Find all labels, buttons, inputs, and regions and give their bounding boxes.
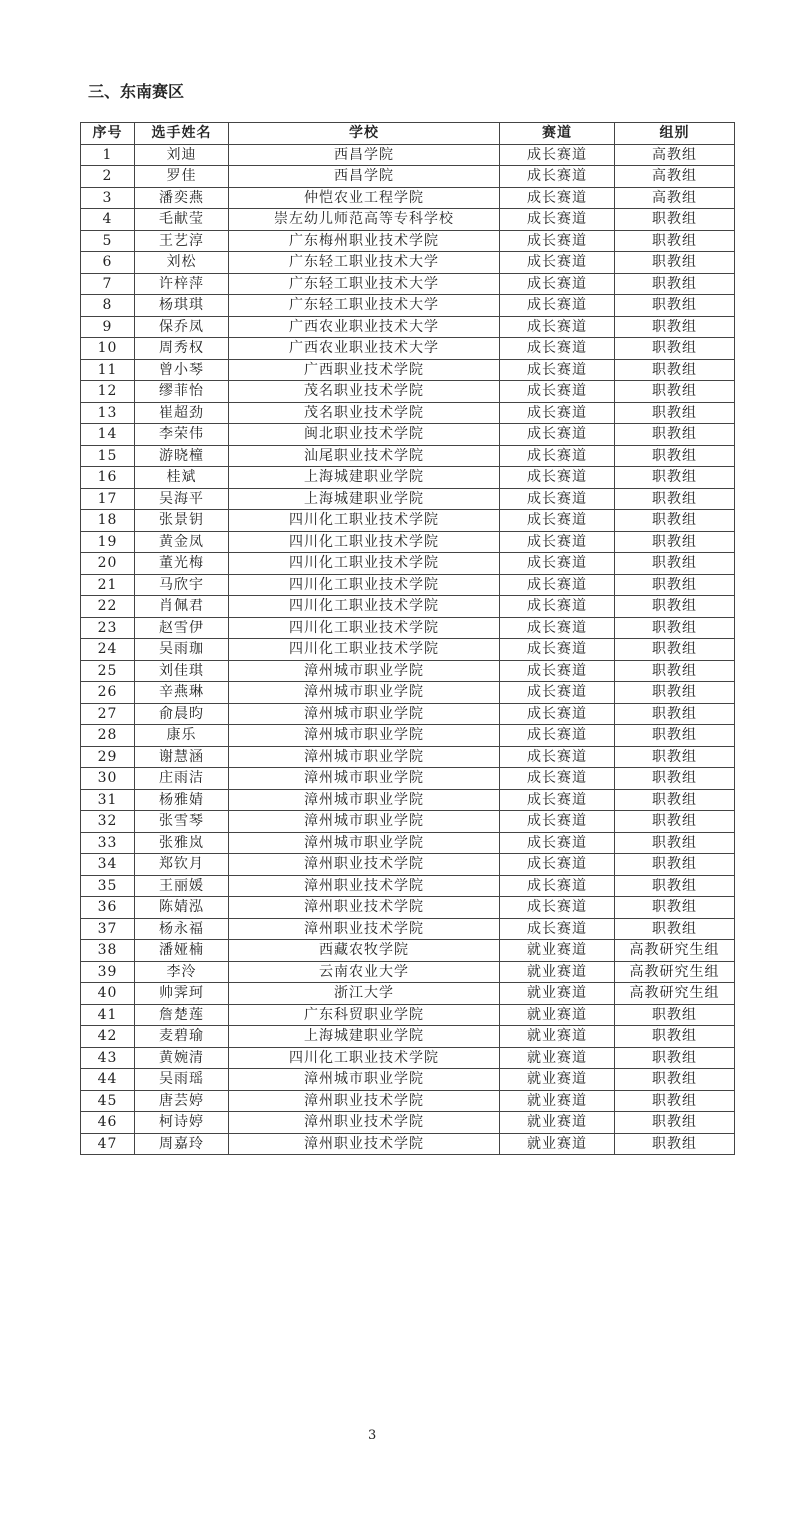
table-row [81, 596, 735, 618]
cell-track: 成长赛道 [500, 811, 615, 833]
cell-index: 14 [81, 424, 135, 446]
cell-school: 西昌学院 [229, 166, 500, 188]
cell-group: 职教组 [615, 488, 735, 510]
cell-school: 广东轻工职业技术大学 [229, 295, 500, 317]
cell-name: 罗佳 [135, 166, 229, 188]
table-row [81, 1112, 735, 1134]
cell-index: 3 [81, 187, 135, 209]
cell-school: 广东轻工职业技术大学 [229, 252, 500, 274]
cell-school: 闽北职业技术学院 [229, 424, 500, 446]
cell-school: 浙江大学 [229, 983, 500, 1005]
cell-track: 就业赛道 [500, 940, 615, 962]
cell-index: 5 [81, 230, 135, 252]
cell-name: 詹楚莲 [135, 1004, 229, 1026]
cell-index: 47 [81, 1133, 135, 1155]
cell-track: 成长赛道 [500, 746, 615, 768]
cell-name: 帅霁珂 [135, 983, 229, 1005]
cell-track: 成长赛道 [500, 660, 615, 682]
cell-index: 34 [81, 854, 135, 876]
cell-index: 7 [81, 273, 135, 295]
table-row [81, 359, 735, 381]
cell-group: 职教组 [615, 1090, 735, 1112]
cell-index: 9 [81, 316, 135, 338]
cell-index: 46 [81, 1112, 135, 1134]
cell-index: 37 [81, 918, 135, 940]
cell-track: 成长赛道 [500, 144, 615, 166]
table-row [81, 897, 735, 919]
cell-track: 成长赛道 [500, 252, 615, 274]
table-row [81, 918, 735, 940]
table-row [81, 746, 735, 768]
cell-group: 职教组 [615, 1112, 735, 1134]
cell-group: 职教组 [615, 854, 735, 876]
cell-group: 职教组 [615, 1069, 735, 1091]
cell-name: 李荣伟 [135, 424, 229, 446]
cell-name: 缪菲怡 [135, 381, 229, 403]
cell-track: 成长赛道 [500, 639, 615, 661]
cell-index: 26 [81, 682, 135, 704]
table-row [81, 209, 735, 231]
cell-name: 庄雨洁 [135, 768, 229, 790]
cell-group: 职教组 [615, 811, 735, 833]
cell-group: 职教组 [615, 1004, 735, 1026]
table-row [81, 381, 735, 403]
cell-name: 麦碧瑜 [135, 1026, 229, 1048]
table-header-row [81, 123, 735, 145]
table-row [81, 445, 735, 467]
cell-track: 成长赛道 [500, 316, 615, 338]
cell-school: 四川化工职业技术学院 [229, 510, 500, 532]
cell-group: 职教组 [615, 746, 735, 768]
cell-index: 42 [81, 1026, 135, 1048]
cell-group: 职教组 [615, 1026, 735, 1048]
cell-index: 25 [81, 660, 135, 682]
table-row [81, 768, 735, 790]
header-index: 序号 [81, 123, 135, 145]
cell-group: 职教组 [615, 230, 735, 252]
cell-group: 高教组 [615, 166, 735, 188]
cell-index: 40 [81, 983, 135, 1005]
cell-school: 广东梅州职业技术学院 [229, 230, 500, 252]
cell-index: 38 [81, 940, 135, 962]
cell-name: 周嘉玲 [135, 1133, 229, 1155]
cell-name: 刘迪 [135, 144, 229, 166]
cell-name: 曾小琴 [135, 359, 229, 381]
table-row [81, 703, 735, 725]
cell-track: 成长赛道 [500, 424, 615, 446]
cell-track: 成长赛道 [500, 338, 615, 360]
cell-track: 就业赛道 [500, 1047, 615, 1069]
cell-school: 云南农业大学 [229, 961, 500, 983]
cell-track: 成长赛道 [500, 596, 615, 618]
cell-school: 西藏农牧学院 [229, 940, 500, 962]
table-row [81, 316, 735, 338]
cell-track: 就业赛道 [500, 1090, 615, 1112]
cell-index: 12 [81, 381, 135, 403]
cell-school: 四川化工职业技术学院 [229, 596, 500, 618]
cell-group: 职教组 [615, 531, 735, 553]
cell-index: 22 [81, 596, 135, 618]
cell-group: 职教组 [615, 316, 735, 338]
cell-school: 漳州职业技术学院 [229, 918, 500, 940]
cell-group: 职教组 [615, 617, 735, 639]
cell-school: 漳州城市职业学院 [229, 832, 500, 854]
cell-track: 就业赛道 [500, 983, 615, 1005]
cell-index: 19 [81, 531, 135, 553]
table-row [81, 875, 735, 897]
cell-school: 四川化工职业技术学院 [229, 553, 500, 575]
table-row [81, 230, 735, 252]
cell-school: 漳州职业技术学院 [229, 1112, 500, 1134]
cell-group: 职教组 [615, 725, 735, 747]
cell-name: 吴雨瑶 [135, 1069, 229, 1091]
table-row [81, 832, 735, 854]
cell-name: 张景钥 [135, 510, 229, 532]
table-row [81, 682, 735, 704]
header-track: 赛道 [500, 123, 615, 145]
cell-track: 成长赛道 [500, 273, 615, 295]
cell-index: 27 [81, 703, 135, 725]
table-row [81, 273, 735, 295]
cell-group: 职教组 [615, 897, 735, 919]
cell-school: 漳州城市职业学院 [229, 660, 500, 682]
cell-index: 8 [81, 295, 135, 317]
cell-track: 成长赛道 [500, 187, 615, 209]
table-row [81, 166, 735, 188]
cell-group: 职教组 [615, 381, 735, 403]
cell-group: 职教组 [615, 703, 735, 725]
cell-track: 成长赛道 [500, 166, 615, 188]
cell-group: 职教组 [615, 1047, 735, 1069]
cell-group: 职教组 [615, 596, 735, 618]
table-row [81, 940, 735, 962]
cell-name: 桂斌 [135, 467, 229, 489]
cell-school: 西昌学院 [229, 144, 500, 166]
cell-index: 35 [81, 875, 135, 897]
cell-name: 吴海平 [135, 488, 229, 510]
cell-index: 33 [81, 832, 135, 854]
cell-index: 10 [81, 338, 135, 360]
cell-name: 张雅岚 [135, 832, 229, 854]
cell-group: 职教组 [615, 574, 735, 596]
cell-track: 成长赛道 [500, 897, 615, 919]
cell-group: 职教组 [615, 768, 735, 790]
cell-name: 柯诗婷 [135, 1112, 229, 1134]
cell-track: 就业赛道 [500, 961, 615, 983]
cell-index: 18 [81, 510, 135, 532]
cell-group: 职教组 [615, 424, 735, 446]
cell-name: 周秀权 [135, 338, 229, 360]
cell-track: 成长赛道 [500, 682, 615, 704]
cell-school: 漳州城市职业学院 [229, 811, 500, 833]
cell-name: 黄婉清 [135, 1047, 229, 1069]
cell-group: 职教组 [615, 832, 735, 854]
cell-group: 高教组 [615, 187, 735, 209]
table-row [81, 424, 735, 446]
cell-index: 4 [81, 209, 135, 231]
cell-track: 成长赛道 [500, 832, 615, 854]
header-school: 学校 [229, 123, 500, 145]
table-row [81, 510, 735, 532]
cell-track: 就业赛道 [500, 1133, 615, 1155]
cell-name: 杨永福 [135, 918, 229, 940]
table-row [81, 574, 735, 596]
cell-track: 成长赛道 [500, 359, 615, 381]
cell-school: 漳州城市职业学院 [229, 789, 500, 811]
cell-track: 成长赛道 [500, 510, 615, 532]
cell-school: 四川化工职业技术学院 [229, 617, 500, 639]
cell-index: 20 [81, 553, 135, 575]
section-title: 三、东南赛区 [88, 82, 185, 101]
cell-track: 成长赛道 [500, 230, 615, 252]
cell-school: 广西农业职业技术大学 [229, 338, 500, 360]
cell-group: 职教组 [615, 918, 735, 940]
cell-school: 广东轻工职业技术大学 [229, 273, 500, 295]
table-row [81, 338, 735, 360]
cell-school: 漳州职业技术学院 [229, 1090, 500, 1112]
cell-name: 俞晨昀 [135, 703, 229, 725]
cell-index: 29 [81, 746, 135, 768]
cell-name: 谢慧涵 [135, 746, 229, 768]
cell-school: 漳州城市职业学院 [229, 682, 500, 704]
cell-name: 辛燕琳 [135, 682, 229, 704]
cell-index: 41 [81, 1004, 135, 1026]
cell-group: 职教组 [615, 1133, 735, 1155]
cell-school: 漳州城市职业学院 [229, 1069, 500, 1091]
cell-index: 43 [81, 1047, 135, 1069]
cell-track: 成长赛道 [500, 918, 615, 940]
cell-index: 17 [81, 488, 135, 510]
cell-school: 广西职业技术学院 [229, 359, 500, 381]
cell-name: 吴雨珈 [135, 639, 229, 661]
table-body [81, 144, 735, 1155]
cell-index: 23 [81, 617, 135, 639]
cell-index: 30 [81, 768, 135, 790]
table-row [81, 639, 735, 661]
cell-school: 漳州职业技术学院 [229, 1133, 500, 1155]
cell-group: 职教组 [615, 789, 735, 811]
cell-index: 45 [81, 1090, 135, 1112]
cell-school: 四川化工职业技术学院 [229, 639, 500, 661]
cell-track: 成长赛道 [500, 574, 615, 596]
cell-index: 16 [81, 467, 135, 489]
table-row [81, 1004, 735, 1026]
table-row [81, 854, 735, 876]
cell-group: 职教组 [615, 660, 735, 682]
cell-name: 刘松 [135, 252, 229, 274]
cell-group: 职教组 [615, 510, 735, 532]
cell-school: 广东科贸职业学院 [229, 1004, 500, 1026]
cell-name: 王丽媛 [135, 875, 229, 897]
cell-name: 潘奕燕 [135, 187, 229, 209]
cell-index: 11 [81, 359, 135, 381]
cell-group: 职教组 [615, 445, 735, 467]
table-row [81, 295, 735, 317]
cell-index: 39 [81, 961, 135, 983]
cell-school: 仲恺农业工程学院 [229, 187, 500, 209]
table-row [81, 961, 735, 983]
cell-school: 漳州职业技术学院 [229, 897, 500, 919]
table-row [81, 660, 735, 682]
cell-school: 漳州城市职业学院 [229, 746, 500, 768]
cell-school: 广西农业职业技术大学 [229, 316, 500, 338]
cell-track: 成长赛道 [500, 854, 615, 876]
cell-name: 保乔凤 [135, 316, 229, 338]
cell-group: 高教研究生组 [615, 961, 735, 983]
table-row [81, 402, 735, 424]
cell-group: 高教组 [615, 144, 735, 166]
cell-name: 唐芸婷 [135, 1090, 229, 1112]
table-row [81, 725, 735, 747]
cell-group: 高教研究生组 [615, 983, 735, 1005]
cell-school: 四川化工职业技术学院 [229, 1047, 500, 1069]
cell-group: 高教研究生组 [615, 940, 735, 962]
table-row [81, 252, 735, 274]
cell-track: 成长赛道 [500, 402, 615, 424]
cell-group: 职教组 [615, 639, 735, 661]
cell-name: 许梓萍 [135, 273, 229, 295]
table-row [81, 531, 735, 553]
cell-index: 28 [81, 725, 135, 747]
cell-name: 李泠 [135, 961, 229, 983]
cell-group: 职教组 [615, 295, 735, 317]
cell-school: 四川化工职业技术学院 [229, 574, 500, 596]
cell-track: 成长赛道 [500, 617, 615, 639]
cell-group: 职教组 [615, 682, 735, 704]
cell-school: 上海城建职业学院 [229, 1026, 500, 1048]
cell-index: 21 [81, 574, 135, 596]
cell-track: 就业赛道 [500, 1112, 615, 1134]
cell-group: 职教组 [615, 338, 735, 360]
table-row [81, 1090, 735, 1112]
cell-track: 就业赛道 [500, 1026, 615, 1048]
cell-track: 成长赛道 [500, 209, 615, 231]
cell-school: 上海城建职业学院 [229, 467, 500, 489]
cell-group: 职教组 [615, 467, 735, 489]
cell-school: 漳州城市职业学院 [229, 703, 500, 725]
table-row [81, 983, 735, 1005]
cell-group: 职教组 [615, 359, 735, 381]
cell-group: 职教组 [615, 273, 735, 295]
table-row [81, 553, 735, 575]
cell-index: 2 [81, 166, 135, 188]
cell-group: 职教组 [615, 402, 735, 424]
cell-index: 44 [81, 1069, 135, 1091]
table-row [81, 467, 735, 489]
cell-school: 漳州城市职业学院 [229, 725, 500, 747]
cell-index: 32 [81, 811, 135, 833]
cell-track: 成长赛道 [500, 875, 615, 897]
cell-name: 康乐 [135, 725, 229, 747]
cell-group: 职教组 [615, 252, 735, 274]
cell-track: 成长赛道 [500, 725, 615, 747]
cell-track: 成长赛道 [500, 295, 615, 317]
cell-school: 漳州职业技术学院 [229, 854, 500, 876]
cell-name: 杨琪琪 [135, 295, 229, 317]
table-row [81, 1026, 735, 1048]
cell-name: 崔超劲 [135, 402, 229, 424]
cell-index: 31 [81, 789, 135, 811]
cell-track: 成长赛道 [500, 488, 615, 510]
cell-track: 成长赛道 [500, 789, 615, 811]
table-row [81, 1069, 735, 1091]
cell-school: 茂名职业技术学院 [229, 381, 500, 403]
cell-index: 36 [81, 897, 135, 919]
cell-name: 郑钦月 [135, 854, 229, 876]
cell-index: 15 [81, 445, 135, 467]
cell-name: 董光梅 [135, 553, 229, 575]
cell-track: 成长赛道 [500, 768, 615, 790]
cell-name: 毛献莹 [135, 209, 229, 231]
table-row [81, 187, 735, 209]
cell-name: 陈婧泓 [135, 897, 229, 919]
cell-index: 6 [81, 252, 135, 274]
cell-name: 黄金凤 [135, 531, 229, 553]
cell-name: 刘佳琪 [135, 660, 229, 682]
page-number: 3 [368, 1428, 377, 1443]
header-group: 组别 [615, 123, 735, 145]
cell-index: 1 [81, 144, 135, 166]
table-row [81, 144, 735, 166]
table-row [81, 1047, 735, 1069]
cell-group: 职教组 [615, 875, 735, 897]
cell-track: 就业赛道 [500, 1004, 615, 1026]
cell-school: 漳州城市职业学院 [229, 768, 500, 790]
table-row [81, 488, 735, 510]
cell-name: 游晓橦 [135, 445, 229, 467]
cell-track: 成长赛道 [500, 703, 615, 725]
cell-track: 就业赛道 [500, 1069, 615, 1091]
table-row [81, 617, 735, 639]
cell-school: 漳州职业技术学院 [229, 875, 500, 897]
cell-name: 马欣宇 [135, 574, 229, 596]
cell-track: 成长赛道 [500, 553, 615, 575]
cell-track: 成长赛道 [500, 381, 615, 403]
cell-track: 成长赛道 [500, 531, 615, 553]
cell-name: 杨雅婧 [135, 789, 229, 811]
cell-name: 赵雪伊 [135, 617, 229, 639]
cell-name: 王艺淳 [135, 230, 229, 252]
table-row [81, 811, 735, 833]
cell-school: 上海城建职业学院 [229, 488, 500, 510]
cell-index: 13 [81, 402, 135, 424]
cell-group: 职教组 [615, 553, 735, 575]
cell-school: 茂名职业技术学院 [229, 402, 500, 424]
cell-name: 潘娅楠 [135, 940, 229, 962]
header-name: 选手姓名 [135, 123, 229, 145]
cell-school: 四川化工职业技术学院 [229, 531, 500, 553]
contestant-table [80, 122, 735, 1155]
cell-track: 成长赛道 [500, 445, 615, 467]
table-row [81, 1133, 735, 1155]
table-row [81, 789, 735, 811]
cell-school: 汕尾职业技术学院 [229, 445, 500, 467]
cell-school: 崇左幼儿师范高等专科学校 [229, 209, 500, 231]
cell-name: 张雪琴 [135, 811, 229, 833]
cell-index: 24 [81, 639, 135, 661]
cell-name: 肖佩君 [135, 596, 229, 618]
cell-group: 职教组 [615, 209, 735, 231]
cell-track: 成长赛道 [500, 467, 615, 489]
